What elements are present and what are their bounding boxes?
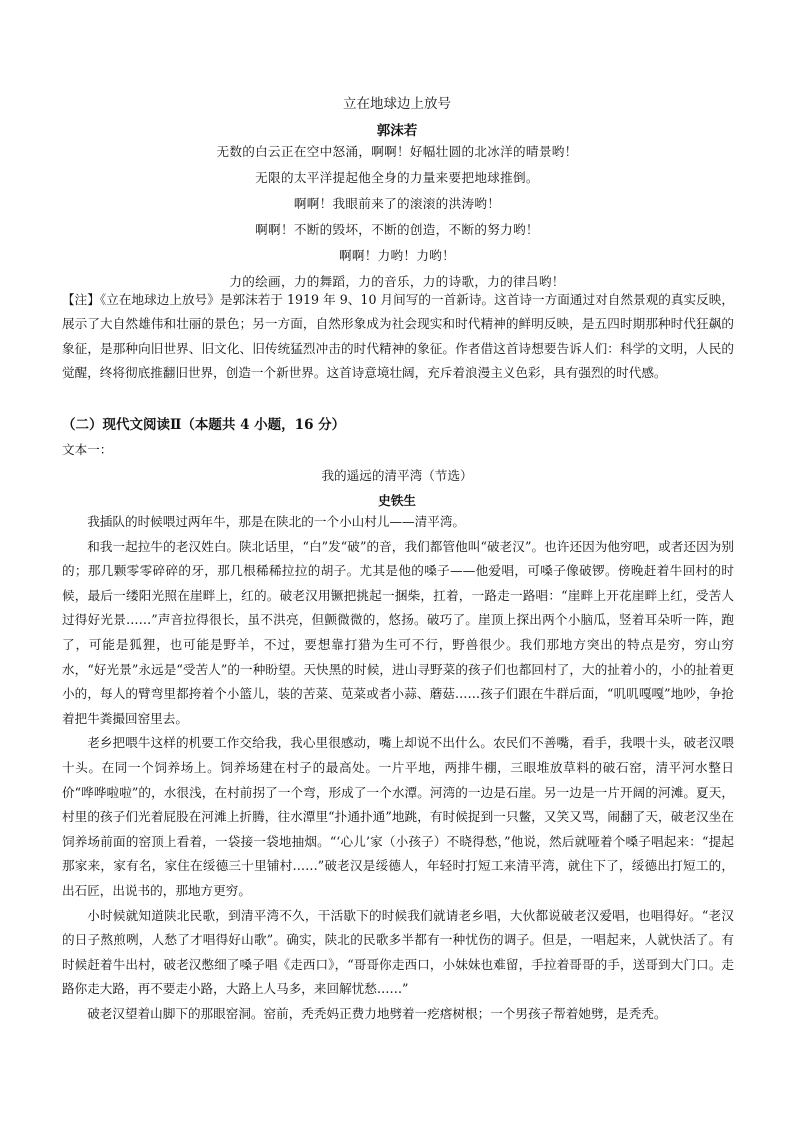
poem-line: 啊啊！力哟！力哟！ [338, 248, 456, 263]
poem-line: 啊啊！不断的毁坏，不断的创造，不断的努力哟！ [255, 222, 539, 237]
poem-line: 无数的白云正在空中怒涌，啊啊！好幅壮圆的北冰洋的晴景哟！ [216, 144, 578, 159]
article-paragraph: 和我一起拉牛的老汉姓白。陕北话里，“白”发“破”的音，我们都管他叫“破老汉”。也许还因为他穷吧，或者还因为别的；那几颗零零碎碎的牙，那几根稀稀拉拉的胡子。尤其是他的嗓子——他爱唱，可嗓子像破锣。傍晚赶着牛回村的时候，最后一缕阳光照在崖畔上，红的。破老汉用镢把挑起一捆柴，扛着，一路走一路唱：“崖畔上开花崖畔上红，受苦人过得好光景……”声音拉得很长，虽不洪亮，但颤微微的，悠扬。破巧了。崖顶上探出两个小脑瓜，竖着耳朵听一阵，跑了，可能是狐狸，也可能是野羊，不过，要想靠打猎为生可不行，野兽很少。我们那地方突出的特点是穷，穷山穷水，“好光景”永远是“受苦人”的一种盼望。天快黑的时候，进山寻野菜的孩子们也都回村了，大的扯着小的，小的扯着更小的，每人的臂弯里都挎着个小篮儿，装的苦菜、苋菜或者小蒜、蘑菇……孩子们跟在牛群后面，“叽叽嘎嘎”地吵，争抢着把牛粪撮回窑里去。 [62, 538, 734, 726]
poem-body [0, 139, 794, 295]
poem-line: 无限的太平洋提起他全身的力量来要把地球推倒。 [255, 170, 539, 185]
poem-note: 【注】《立在地球边上放号》是郭沫若于 1919 年 9、10 月间写的一首新诗。这首诗一方面通过对自然景观的真实反映，展示了大自然雄伟和壮丽的景色；另一方面，自然形象成为社会现实和时代精神的鲜明反映，是五四时期那种时代狂飙的象征，是那种向旧世界、旧文化、旧传统猛烈冲击的时代精神的象征。作者借这首诗想要告诉人们：科学的文明，人民的觉醒，终将彻底推翻旧世界，创造一个新世界。这首诗意境壮阔，充斥着浪漫主义色彩，具有强烈的时代感。 [62, 292, 734, 381]
section-heading: （二）现代文阅读Ⅱ（本题共 4 小题，16 分） [62, 417, 346, 433]
article-paragraph: 小时候就知道陕北民歌，到清平湾不久，干活歇下的时候我们就请老乡唱，大伙都说破老汉爱唱，也唱得好。“老汉的日子熬煎咧，人愁了才唱得好山歌”。确实，陕北的民歌多半都有一种忧伤的调子。但是，一唱起来，人就快活了。有时候赶着牛出村，破老汉憋细了嗓子唱《走西口》，“哥哥你走西口，小妹妹也难留，手拉着哥哥的手，送哥到大门口。走路你走大路，再不要走小路，大路上人马多，来回解忧愁……” [62, 907, 734, 997]
article-paragraph: 老乡把喂牛这样的机要工作交给我，我心里很感动，嘴上却说不出什么。农民们不善嘴，看手，我喂十头，破老汉喂十头。在同一个饲养场上。饲养场建在村子的最高处。一片平地，两排牛棚，三眼堆放草料的破石窑，清平河水整日价“哗哗啦啦”的，水很浅，在村前拐了一个弯，形成了一个水潭。河湾的一边是石崖。另一边是一片开阔的河滩。夏天，村里的孩子们光着屁股在河滩上折腾，往水潭里“扑通扑通”地跳，有时候捉到一只鳖，又笑又骂，闹翻了天，破老汉坐在饲养场前面的窑顶上看着，一袋接一袋地抽烟。“‘心儿’家（小孩子）不晓得愁，”他说，然后就哑着个嗓子唱起来：“提起那家来，家有名，家住在绥德三十里铺村……”破老汉是绥德人，年轻时打短工来清平湾，就住下了，绥德出打短工的，出石匠，出说书的，那地方更穷。 [62, 735, 734, 898]
text-label: 文本一： [62, 442, 113, 457]
article-body [62, 510, 734, 1026]
article-paragraph: 我插队的时候喂过两年牛，那是在陕北的一个小山村儿——清平湾。 [87, 514, 465, 529]
article-author: 史铁生 [378, 493, 416, 508]
poem-title: 立在地球边上放号 [343, 96, 451, 112]
poem-author: 郭沫若 [376, 123, 418, 139]
poem-line: 啊啊！我眼前来了的滚滚的洪涛哟！ [293, 196, 501, 211]
poem-line: 力的绘画，力的舞蹈，力的音乐，力的诗歌，力的律吕哟！ [229, 274, 565, 289]
article-paragraph: 破老汉望着山脚下的那眼窑洞。窑前，秃秃妈正费力地劈着一疙瘩树根；一个男孩子帮着她劈，是秃秃。 [87, 1005, 667, 1021]
article-title: 我的遥远的清平湾（节选） [321, 468, 473, 483]
